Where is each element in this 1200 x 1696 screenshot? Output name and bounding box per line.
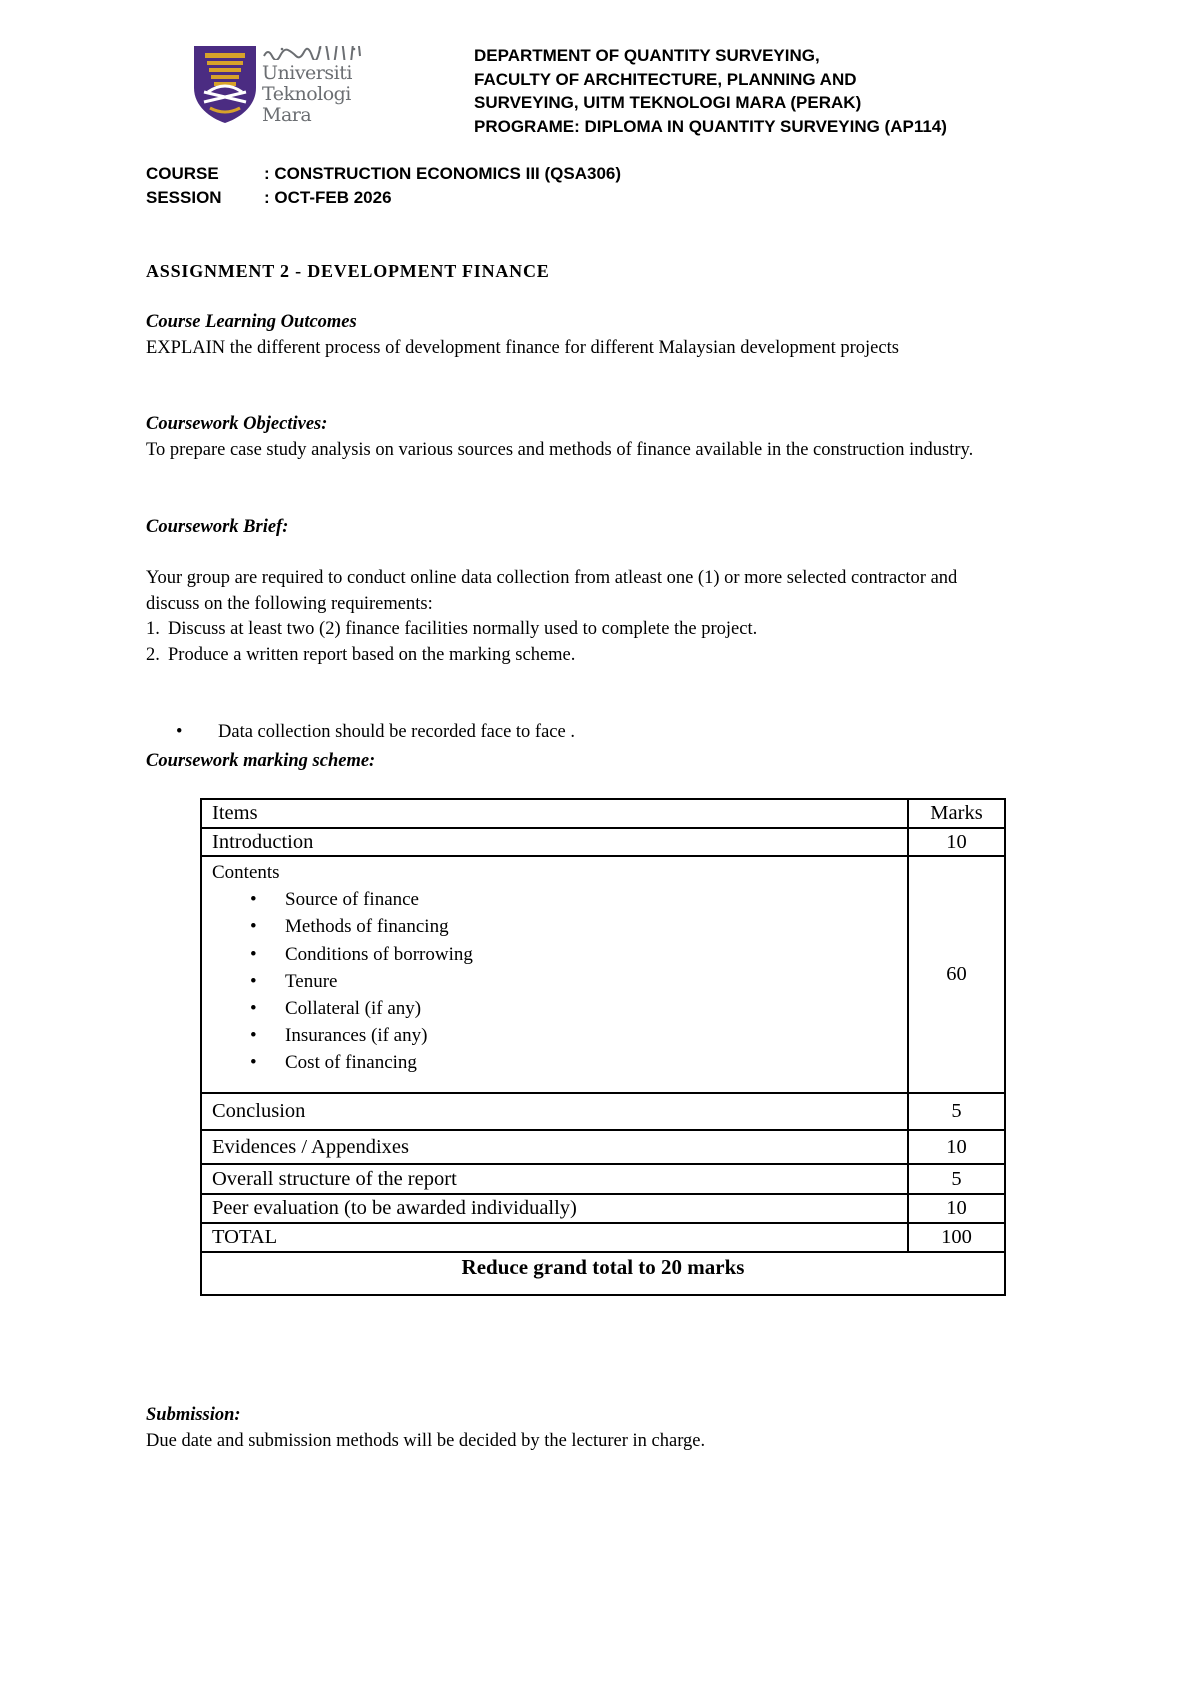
department-line: FACULTY OF ARCHITECTURE, PLANNING AND xyxy=(474,69,857,89)
assignment-title: ASSIGNMENT 2 - DEVELOPMENT FINANCE xyxy=(146,261,550,281)
row-marks: 10 xyxy=(908,828,1005,856)
brief-heading: Coursework Brief: xyxy=(146,517,289,537)
marking-scheme-table xyxy=(200,798,1006,1296)
contents-cell xyxy=(201,856,908,1093)
marking-scheme-heading: Coursework marking scheme: xyxy=(146,751,376,771)
department-line: SURVEYING, UITM TEKNOLOGI MARA (PERAK) xyxy=(474,93,862,112)
table-row xyxy=(201,1164,1005,1194)
row-marks: 5 xyxy=(908,1093,1005,1130)
table-header-row xyxy=(201,799,1005,828)
header-items: Items xyxy=(201,799,908,828)
session-label: SESSION xyxy=(146,188,222,207)
row-item: TOTAL xyxy=(201,1223,908,1252)
department-line: PROGRAME: DIPLOMA IN QUANTITY SURVEYING (AP114) xyxy=(474,116,947,136)
objectives-section xyxy=(146,412,1006,463)
row-marks: 60 xyxy=(908,856,1005,1093)
table-row xyxy=(201,1130,1005,1164)
list-item: 2. Produce a written report based on the marking scheme. xyxy=(146,644,576,665)
department-line: DEPARTMENT OF QUANTITY SURVEYING, xyxy=(474,46,820,65)
course-value: : CONSTRUCTION ECONOMICS III (QSA306) xyxy=(264,164,622,183)
grand-total-note: Reduce grand total to 20 marks xyxy=(201,1252,1005,1295)
clo-text: EXPLAIN the different process of development finance for different Malaysian development projects xyxy=(146,337,899,358)
table-row xyxy=(201,1223,1005,1252)
table-row xyxy=(201,828,1005,856)
brief-requirements xyxy=(146,617,826,668)
header-marks: Marks xyxy=(908,799,1005,828)
jawi-script-icon xyxy=(262,46,374,60)
row-item: Introduction xyxy=(201,828,908,856)
bullet-icon: • xyxy=(250,970,257,992)
bullet-icon: • xyxy=(176,722,183,742)
row-item: Peer evaluation (to be awarded individually) xyxy=(201,1194,908,1223)
list-item: • Collateral (if any) xyxy=(212,995,897,1022)
list-item: • Conditions of borrowing xyxy=(212,941,897,968)
brief-section xyxy=(146,515,1006,668)
logo-text-line: Mara xyxy=(262,104,312,126)
logo-text-line: Teknologi xyxy=(262,83,351,105)
objectives-heading: Coursework Objectives: xyxy=(146,414,328,434)
document-page: Universiti Teknologi Mara DEPARTMENT OF QUANTITY SURVEYING, FACULTY OF ARCHITECTURE, PLANNING AND SURVEYING, UITM TEKNOLOGI MARA (PERAK) PROGRAME: DIPLOMA IN QUANTITY SURVEYING (AP114) COURSE : CONSTRUCTION ECONOMICS III (QSA306) SESSION : OCT-FEB 2026 ASSIGNMENT 2 - DEVELOPMENT FINANCE Course Learning Outcomes EXPLAIN the different process of development finance for different Malaysian development projects Coursework Objectives: To prepare case study analysis on various sources and methods of finance available in the construction industry. Coursework Brief: Your group are required to conduct online data collection from atleast one (1) or more selected contractor and discuss on the following requirements: 1. Discuss at least two (2) finance facilities normally used to complete the project. 2. Produce a written report based on the marking scheme. • Data collection should be recorded face to face . Coursework marking scheme: Items Marks Introduction 10 Contents • Source of finance • Methods of financing • Conditions of borrowing • Tenure • Collateral (if any) • Insurances (if any) • Cost of financing 60 Conclusion 5 Evidences / Appendixes 10 Overall structure of the report 5 Peer evaluation (to be awarded individually) 10 TOTAL 100 Reduce grand total to 20 marks Submission: Due date and submission methods will be decided by the lecturer in charge. xyxy=(0,0,1200,1696)
row-item: Contents xyxy=(212,862,280,883)
bullet-icon: • xyxy=(250,1025,257,1047)
marking-heading-block xyxy=(146,749,1006,775)
contents-sub-items xyxy=(212,886,897,1076)
course-info xyxy=(146,162,621,210)
list-item: • Cost of financing xyxy=(212,1049,897,1076)
list-item: • Tenure xyxy=(212,968,897,995)
table-row xyxy=(201,856,1005,1093)
row-marks: 5 xyxy=(908,1164,1005,1194)
bullet-icon: • xyxy=(250,943,257,965)
list-item: • Insurances (if any) xyxy=(212,1022,897,1049)
clo-section xyxy=(146,310,1006,361)
submission-section xyxy=(146,1403,1006,1454)
uitm-crest-icon xyxy=(190,44,260,124)
submission-text: Due date and submission methods will be decided by the lecturer in charge. xyxy=(146,1430,706,1451)
session-value: : OCT-FEB 2026 xyxy=(264,188,392,207)
bullet-icon: • xyxy=(250,889,257,911)
row-marks: 10 xyxy=(908,1130,1005,1164)
objectives-text: To prepare case study analysis on various sources and methods of finance available in the construction industry. xyxy=(146,439,974,460)
row-item: Evidences / Appendixes xyxy=(201,1130,908,1164)
clo-heading: Course Learning Outcomes xyxy=(146,312,357,332)
table-row xyxy=(201,1093,1005,1130)
row-marks: 100 xyxy=(908,1223,1005,1252)
bullet-icon: • xyxy=(250,916,257,938)
row-item: Overall structure of the report xyxy=(201,1164,908,1194)
brief-intro: Your group are required to conduct online data collection from atleast one (1) or more selected contractor and discuss on the following requirements: xyxy=(146,568,958,614)
row-marks: 10 xyxy=(908,1194,1005,1223)
uitm-logo xyxy=(190,44,380,124)
list-item: • Methods of financing xyxy=(212,913,897,940)
list-item: 1. Discuss at least two (2) finance facilities normally used to complete the project. xyxy=(146,619,758,639)
bullet-icon: • xyxy=(250,1052,257,1074)
logo-text-line: Universiti xyxy=(262,62,352,84)
department-header xyxy=(474,44,947,138)
submission-heading: Submission: xyxy=(146,1405,241,1425)
list-item: • Source of finance xyxy=(212,886,897,913)
table-footer-row xyxy=(201,1252,1005,1295)
bullet-icon: • xyxy=(250,998,257,1020)
course-label: COURSE xyxy=(146,164,219,183)
row-item: Conclusion xyxy=(201,1093,908,1130)
table-row xyxy=(201,1194,1005,1223)
